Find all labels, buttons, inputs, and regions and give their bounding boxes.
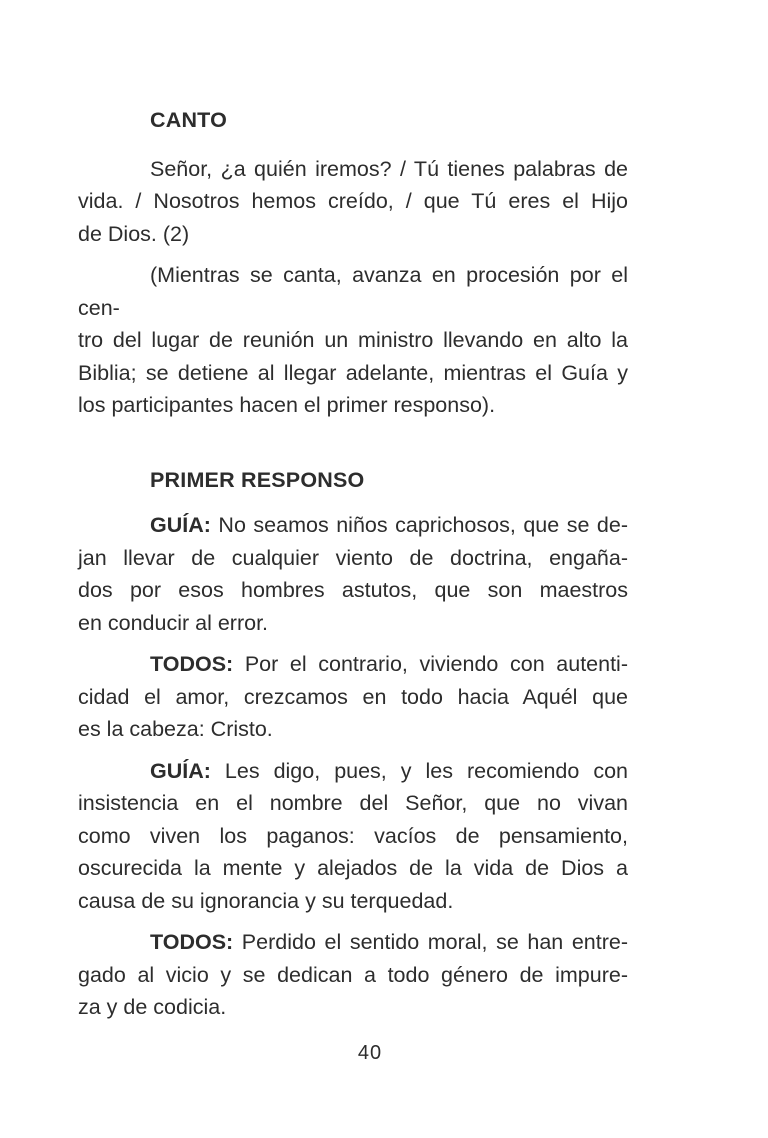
speaker-label: GUÍA: bbox=[150, 758, 211, 783]
responso-line: jan llevar de cualquier viento de doctrina, engaña- bbox=[78, 545, 628, 570]
responso-line bbox=[78, 648, 628, 681]
responso-line: gado al vicio y se dedican a todo género de impure- bbox=[78, 962, 628, 987]
rubric-line: los participantes hacen el primer responso). bbox=[78, 393, 496, 417]
song-verse-line: de Dios. (2) bbox=[78, 221, 190, 246]
responso-line-text: Les digo, pues, y les recomiendo con bbox=[210, 758, 628, 783]
page-number: 40 bbox=[357, 1042, 383, 1064]
speaker-label: TODOS: bbox=[150, 930, 234, 954]
responso-paragraph-todos-2 bbox=[78, 926, 628, 1024]
responso-line: insistencia en el nombre del Señor, que no vivan bbox=[78, 791, 628, 815]
section-heading-primer-responso: PRIMER RESPONSO bbox=[150, 467, 365, 492]
rubric-line: Biblia; se detiene al llegar adelante, mientras el Guía y bbox=[78, 360, 628, 385]
section-heading-canto: CANTO bbox=[150, 108, 228, 132]
responso-line: causa de su ignorancia y su terquedad. bbox=[78, 888, 454, 913]
song-verse-line: vida. / Nosotros hemos creído, / que Tú eres el Hijo bbox=[78, 189, 628, 213]
responso-line bbox=[78, 509, 628, 542]
responso-line-text: Perdido el sentido moral, se han entre- bbox=[233, 930, 628, 954]
song-paragraph bbox=[78, 153, 628, 251]
rubric-paragraph bbox=[78, 259, 628, 422]
page-text-block bbox=[78, 104, 628, 1033]
speaker-label: TODOS: bbox=[150, 652, 234, 676]
responso-line-text: Por el contrario, viviendo con autenti- bbox=[233, 652, 628, 676]
responso-paragraph-guia-2 bbox=[78, 755, 628, 918]
speaker-label: GUÍA: bbox=[150, 513, 211, 537]
responso-paragraph-guia-1 bbox=[78, 509, 628, 639]
responso-line bbox=[78, 926, 628, 959]
rubric-line: (Mientras se canta, avanza en procesión por el cen- bbox=[78, 263, 628, 320]
rubric-line: tro del lugar de reunión un ministro llevando en alto la bbox=[78, 328, 628, 352]
responso-line-text: No seamos niños caprichosos, que se de- bbox=[210, 513, 628, 537]
responso-line: dos por esos hombres astutos, que son maestros bbox=[78, 578, 628, 602]
responso-line: za y de codicia. bbox=[78, 995, 227, 1019]
responso-line: en conducir al error. bbox=[78, 610, 269, 635]
responso-line: cidad el amor, crezcamos en todo hacia Aquél que bbox=[78, 684, 628, 709]
responso-line: es la cabeza: Cristo. bbox=[78, 717, 273, 741]
responso-line: como viven los paganos: vacíos de pensamiento, bbox=[78, 823, 628, 848]
responso-paragraph-todos-1 bbox=[78, 648, 628, 746]
song-verse-line: Señor, ¿a quién iremos? / Tú tienes palabras de bbox=[150, 156, 628, 181]
responso-line: oscurecida la mente y alejados de la vida de Dios a bbox=[78, 856, 628, 880]
responso-line bbox=[78, 755, 628, 788]
